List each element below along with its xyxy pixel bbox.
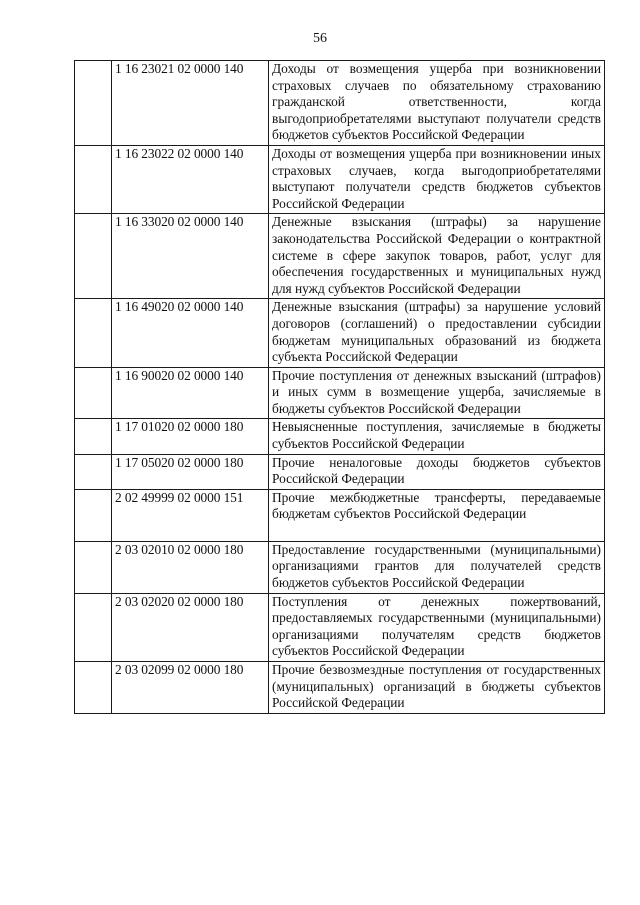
empty-cell <box>75 454 112 489</box>
table-row <box>75 214 605 299</box>
income-code-cell: 1 17 01020 02 0000 180 <box>112 419 269 454</box>
table-row <box>75 145 605 213</box>
income-description-cell: Прочие безвозмездные поступления от государственных (муниципальных) организаций в бюджеты субъектов Российской Федерации <box>269 662 605 714</box>
income-description-cell: Предоставление государственными (муниципальными) организациями грантов для получателей средств бюджетов субъектов Российской Федерации <box>269 541 605 593</box>
table-row <box>75 541 605 593</box>
table-row <box>75 367 605 419</box>
income-description-cell: Денежные взыскания (штрафы) за нарушение условий договоров (соглашений) о предоставлении субсидии бюджетам муниципальных образований из бюджета субъекта Российской Федерации <box>269 299 605 367</box>
table-row <box>75 419 605 454</box>
budget-classification-table <box>74 60 605 714</box>
income-description-cell: Прочие неналоговые доходы бюджетов субъектов Российской Федерации <box>269 454 605 489</box>
page-number: 56 <box>313 31 327 46</box>
empty-cell <box>75 662 112 714</box>
income-description-cell: Доходы от возмещения ущерба при возникновении страховых случаев по обязательному страхованию гражданской ответственности, когда выгодоприобретателями выступают получатели средств бюджетов субъектов Российской Федерации <box>269 61 605 146</box>
income-code-cell: 1 16 23022 02 0000 140 <box>112 145 269 213</box>
empty-cell <box>75 367 112 419</box>
table-row <box>75 61 605 146</box>
empty-cell <box>75 489 112 541</box>
table-row <box>75 593 605 661</box>
table-row <box>75 489 605 541</box>
empty-cell <box>75 299 112 367</box>
income-code-cell: 1 16 90020 02 0000 140 <box>112 367 269 419</box>
income-description-cell: Невыясненные поступления, зачисляемые в бюджеты субъектов Российской Федерации <box>269 419 605 454</box>
empty-cell <box>75 541 112 593</box>
income-description-cell: Денежные взыскания (штрафы) за нарушение законодательства Российской Федерации о контрактной системе в сфере закупок товаров, работ, услуг для обеспечения государственных и муниципальных нужд для нужд субъектов Российской Федерации <box>269 214 605 299</box>
income-code-cell: 2 03 02099 02 0000 180 <box>112 662 269 714</box>
income-code-cell: 2 03 02010 02 0000 180 <box>112 541 269 593</box>
income-description-cell: Прочие межбюджетные трансферты, передаваемые бюджетам субъектов Российской Федерации <box>269 489 605 541</box>
income-code-cell: 1 16 23021 02 0000 140 <box>112 61 269 146</box>
income-code-cell: 2 02 49999 02 0000 151 <box>112 489 269 541</box>
empty-cell <box>75 593 112 661</box>
income-code-cell: 1 17 05020 02 0000 180 <box>112 454 269 489</box>
table-row <box>75 662 605 714</box>
income-description-cell: Доходы от возмещения ущерба при возникновении иных страховых случаев, когда выгодоприобретателями выступают получатели средств бюджетов субъектов Российской Федерации <box>269 145 605 213</box>
income-code-cell: 2 03 02020 02 0000 180 <box>112 593 269 661</box>
income-description-cell: Поступления от денежных пожертвований, предоставляемых государственными (муниципальными) организациями получателям средств бюджетов субъектов Российской Федерации <box>269 593 605 661</box>
income-description-cell: Прочие поступления от денежных взысканий (штрафов) и иных сумм в возмещение ущерба, зачисляемые в бюджеты субъектов Российской Федерации <box>269 367 605 419</box>
empty-cell <box>75 145 112 213</box>
table-row <box>75 454 605 489</box>
income-code-cell: 1 16 33020 02 0000 140 <box>112 214 269 299</box>
table-row <box>75 299 605 367</box>
income-code-cell: 1 16 49020 02 0000 140 <box>112 299 269 367</box>
empty-cell <box>75 214 112 299</box>
empty-cell <box>75 61 112 146</box>
empty-cell <box>75 419 112 454</box>
